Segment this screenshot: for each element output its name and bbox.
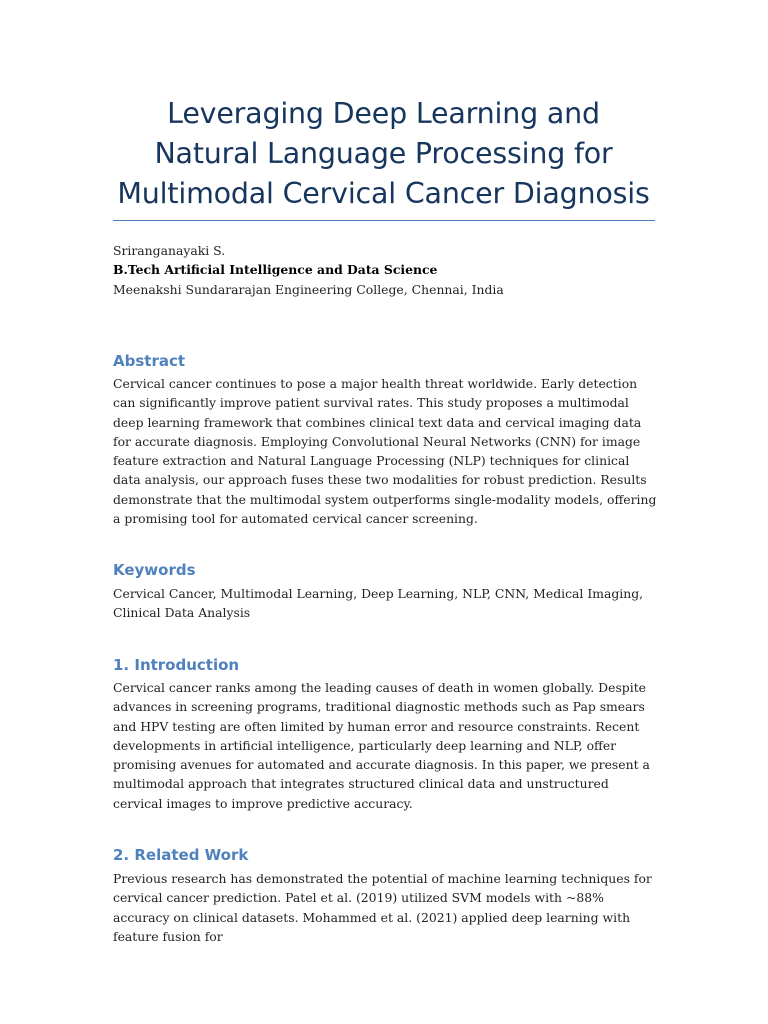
introduction-body: Cervical cancer ranks among the leading causes of death in women globally. Despite advances in screening programs, traditional diagnostic methods such as Pap smears and HPV testing are often limited by human error and resource constraints. Recent developments in artificial intelligence, particularly deep learning and NLP, offer promising avenues for automated and accurate diagnosis. In this paper, we present a multimodal approach that integrates structured clinical data and unstructured cervical images to improve predictive accuracy. [113, 680, 650, 811]
abstract-heading: Abstract [113, 352, 186, 370]
abstract-body: Cervical cancer continues to pose a major health threat worldwide. Early detection can significantly improve patient survival rates. This study proposes a multimodal deep learning framework that combines clinical text data and cervical imaging data for accurate diagnosis. Employing Convolutional Neural Networks (CNN) for image feature extraction and Natural Language Processing (NLP) techniques for clinical data analysis, our approach fuses these two modalities for robust prediction. Results demonstrate that the multimodal system outperforms single-modality models, offering a promising tool for automated cervical cancer screening. [113, 376, 657, 527]
author-program: B.Tech Artificial Intelligence and Data Science [113, 262, 438, 278]
author-name: Sriranganayaki S. [113, 243, 226, 258]
title-divider [113, 220, 655, 221]
introduction-heading: 1. Introduction [113, 656, 240, 674]
paper-title: Leveraging Deep Learning and Natural Language Processing for Multimodal Cervical Cancer Diagnosis [117, 97, 650, 210]
author-block [113, 241, 658, 299]
keywords-body: Cervical Cancer, Multimodal Learning, Deep Learning, NLP, CNN, Medical Imaging, Clinical Data Analysis [113, 586, 644, 621]
related-work-body: Previous research has demonstrated the potential of machine learning techniques for cervical cancer prediction. Patel et al. (2019) utilized SVM models with ~88% accuracy on clinical datasets. Mohammed et al. (2021) applied deep learning with feature fusion for [113, 871, 652, 944]
keywords-heading: Keywords [113, 561, 196, 579]
author-affiliation: Meenakshi Sundararajan Engineering College, Chennai, India [113, 281, 504, 297]
related-work-heading: 2. Related Work [113, 846, 249, 864]
